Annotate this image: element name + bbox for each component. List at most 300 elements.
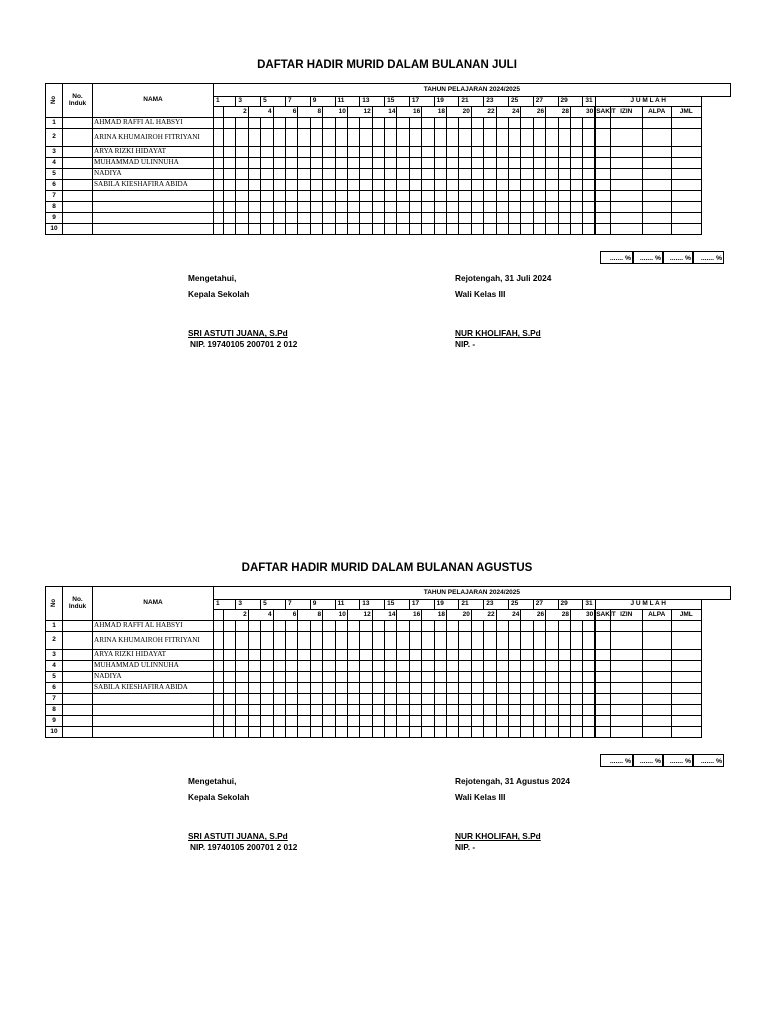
- alpa-cell[interactable]: [642, 158, 671, 169]
- attendance-cell[interactable]: [508, 705, 520, 716]
- attendance-cell[interactable]: [385, 727, 397, 738]
- attendance-cell[interactable]: [459, 705, 471, 716]
- attendance-cell[interactable]: [323, 650, 335, 661]
- attendance-cell[interactable]: [335, 705, 347, 716]
- attendance-cell[interactable]: [422, 650, 434, 661]
- attendance-cell[interactable]: [546, 213, 558, 224]
- attendance-cell[interactable]: [459, 191, 471, 202]
- attendance-cell[interactable]: [298, 118, 310, 129]
- attendance-cell[interactable]: [583, 705, 595, 716]
- attendance-cell[interactable]: [447, 169, 459, 180]
- attendance-cell[interactable]: [248, 694, 260, 705]
- attendance-cell[interactable]: [273, 621, 285, 632]
- attendance-cell[interactable]: [521, 727, 533, 738]
- attendance-cell[interactable]: [496, 705, 508, 716]
- attendance-cell[interactable]: [570, 129, 582, 147]
- attendance-cell[interactable]: [583, 694, 595, 705]
- alpa-cell[interactable]: [642, 202, 671, 213]
- attendance-cell[interactable]: [248, 191, 260, 202]
- attendance-cell[interactable]: [471, 716, 483, 727]
- attendance-cell[interactable]: [434, 213, 446, 224]
- attendance-cell[interactable]: [546, 621, 558, 632]
- attendance-cell[interactable]: [310, 650, 322, 661]
- attendance-cell[interactable]: [360, 650, 372, 661]
- attendance-cell[interactable]: [496, 621, 508, 632]
- attendance-cell[interactable]: [508, 727, 520, 738]
- attendance-cell[interactable]: [298, 683, 310, 694]
- attendance-cell[interactable]: [397, 180, 409, 191]
- attendance-cell[interactable]: [224, 129, 236, 147]
- attendance-cell[interactable]: [285, 650, 297, 661]
- attendance-cell[interactable]: [236, 191, 248, 202]
- attendance-cell[interactable]: [558, 224, 570, 235]
- attendance-cell[interactable]: [558, 202, 570, 213]
- attendance-cell[interactable]: [360, 180, 372, 191]
- attendance-cell[interactable]: [533, 224, 545, 235]
- attendance-cell[interactable]: [397, 169, 409, 180]
- attendance-cell[interactable]: [496, 191, 508, 202]
- attendance-cell[interactable]: [570, 716, 582, 727]
- attendance-cell[interactable]: [409, 632, 421, 650]
- attendance-cell[interactable]: [214, 672, 224, 683]
- attendance-cell[interactable]: [484, 129, 496, 147]
- attendance-cell[interactable]: [570, 213, 582, 224]
- attendance-cell[interactable]: [273, 705, 285, 716]
- attendance-cell[interactable]: [360, 118, 372, 129]
- jml-cell[interactable]: [671, 224, 701, 235]
- attendance-cell[interactable]: [484, 621, 496, 632]
- attendance-cell[interactable]: [409, 118, 421, 129]
- attendance-cell[interactable]: [546, 169, 558, 180]
- attendance-cell[interactable]: [459, 632, 471, 650]
- attendance-cell[interactable]: [583, 129, 595, 147]
- attendance-cell[interactable]: [248, 650, 260, 661]
- attendance-cell[interactable]: [508, 129, 520, 147]
- attendance-cell[interactable]: [521, 716, 533, 727]
- alpa-cell[interactable]: [642, 147, 671, 158]
- jml-cell[interactable]: [671, 202, 701, 213]
- izin-cell[interactable]: [610, 683, 642, 694]
- attendance-cell[interactable]: [484, 191, 496, 202]
- attendance-cell[interactable]: [422, 621, 434, 632]
- attendance-cell[interactable]: [409, 650, 421, 661]
- attendance-cell[interactable]: [298, 727, 310, 738]
- attendance-cell[interactable]: [521, 672, 533, 683]
- alpa-cell[interactable]: [642, 650, 671, 661]
- attendance-cell[interactable]: [224, 661, 236, 672]
- attendance-cell[interactable]: [298, 632, 310, 650]
- attendance-cell[interactable]: [214, 180, 224, 191]
- attendance-cell[interactable]: [471, 129, 483, 147]
- attendance-cell[interactable]: [261, 661, 273, 672]
- attendance-cell[interactable]: [583, 716, 595, 727]
- attendance-cell[interactable]: [558, 147, 570, 158]
- attendance-cell[interactable]: [261, 213, 273, 224]
- attendance-cell[interactable]: [570, 683, 582, 694]
- attendance-cell[interactable]: [434, 169, 446, 180]
- attendance-cell[interactable]: [335, 180, 347, 191]
- attendance-cell[interactable]: [422, 224, 434, 235]
- attendance-cell[interactable]: [385, 129, 397, 147]
- izin-cell[interactable]: [610, 650, 642, 661]
- attendance-cell[interactable]: [360, 727, 372, 738]
- jml-cell[interactable]: [671, 129, 701, 147]
- attendance-cell[interactable]: [261, 716, 273, 727]
- attendance-cell[interactable]: [546, 727, 558, 738]
- attendance-cell[interactable]: [372, 694, 384, 705]
- attendance-cell[interactable]: [323, 202, 335, 213]
- attendance-cell[interactable]: [533, 705, 545, 716]
- attendance-cell[interactable]: [434, 694, 446, 705]
- attendance-cell[interactable]: [409, 224, 421, 235]
- attendance-cell[interactable]: [496, 118, 508, 129]
- attendance-cell[interactable]: [224, 191, 236, 202]
- alpa-cell[interactable]: [642, 224, 671, 235]
- attendance-cell[interactable]: [533, 727, 545, 738]
- attendance-cell[interactable]: [323, 632, 335, 650]
- attendance-cell[interactable]: [385, 202, 397, 213]
- sakit-cell[interactable]: [595, 158, 610, 169]
- attendance-cell[interactable]: [471, 224, 483, 235]
- attendance-cell[interactable]: [583, 650, 595, 661]
- attendance-cell[interactable]: [261, 118, 273, 129]
- attendance-cell[interactable]: [360, 224, 372, 235]
- attendance-cell[interactable]: [248, 158, 260, 169]
- attendance-cell[interactable]: [570, 694, 582, 705]
- attendance-cell[interactable]: [310, 191, 322, 202]
- attendance-cell[interactable]: [261, 158, 273, 169]
- sakit-cell[interactable]: [595, 661, 610, 672]
- attendance-cell[interactable]: [484, 202, 496, 213]
- attendance-cell[interactable]: [484, 683, 496, 694]
- attendance-cell[interactable]: [471, 683, 483, 694]
- sakit-cell[interactable]: [595, 180, 610, 191]
- attendance-cell[interactable]: [360, 158, 372, 169]
- sakit-cell[interactable]: [595, 129, 610, 147]
- attendance-cell[interactable]: [447, 705, 459, 716]
- sakit-cell[interactable]: [595, 716, 610, 727]
- attendance-cell[interactable]: [285, 705, 297, 716]
- jml-cell[interactable]: [671, 169, 701, 180]
- izin-cell[interactable]: [610, 672, 642, 683]
- attendance-cell[interactable]: [459, 118, 471, 129]
- attendance-cell[interactable]: [558, 118, 570, 129]
- izin-cell[interactable]: [610, 727, 642, 738]
- attendance-cell[interactable]: [558, 169, 570, 180]
- attendance-cell[interactable]: [372, 129, 384, 147]
- attendance-cell[interactable]: [397, 632, 409, 650]
- attendance-cell[interactable]: [224, 158, 236, 169]
- attendance-cell[interactable]: [533, 147, 545, 158]
- attendance-cell[interactable]: [508, 158, 520, 169]
- attendance-cell[interactable]: [409, 202, 421, 213]
- attendance-cell[interactable]: [261, 169, 273, 180]
- attendance-cell[interactable]: [335, 158, 347, 169]
- attendance-cell[interactable]: [323, 661, 335, 672]
- attendance-cell[interactable]: [385, 191, 397, 202]
- attendance-cell[interactable]: [397, 727, 409, 738]
- attendance-cell[interactable]: [484, 705, 496, 716]
- attendance-cell[interactable]: [298, 180, 310, 191]
- attendance-cell[interactable]: [484, 147, 496, 158]
- attendance-cell[interactable]: [310, 694, 322, 705]
- sakit-cell[interactable]: [595, 632, 610, 650]
- attendance-cell[interactable]: [298, 650, 310, 661]
- attendance-cell[interactable]: [422, 213, 434, 224]
- attendance-cell[interactable]: [546, 683, 558, 694]
- attendance-cell[interactable]: [521, 169, 533, 180]
- attendance-cell[interactable]: [496, 169, 508, 180]
- attendance-cell[interactable]: [397, 621, 409, 632]
- attendance-cell[interactable]: [285, 147, 297, 158]
- sakit-cell[interactable]: [595, 169, 610, 180]
- izin-cell[interactable]: [610, 158, 642, 169]
- attendance-cell[interactable]: [434, 129, 446, 147]
- attendance-cell[interactable]: [323, 672, 335, 683]
- attendance-cell[interactable]: [372, 672, 384, 683]
- attendance-cell[interactable]: [533, 661, 545, 672]
- attendance-cell[interactable]: [236, 716, 248, 727]
- attendance-cell[interactable]: [397, 202, 409, 213]
- attendance-cell[interactable]: [496, 661, 508, 672]
- attendance-cell[interactable]: [471, 621, 483, 632]
- attendance-cell[interactable]: [347, 169, 359, 180]
- attendance-cell[interactable]: [273, 213, 285, 224]
- attendance-cell[interactable]: [583, 158, 595, 169]
- attendance-cell[interactable]: [496, 202, 508, 213]
- attendance-cell[interactable]: [335, 224, 347, 235]
- attendance-cell[interactable]: [310, 158, 322, 169]
- attendance-cell[interactable]: [385, 213, 397, 224]
- attendance-cell[interactable]: [261, 191, 273, 202]
- attendance-cell[interactable]: [546, 650, 558, 661]
- attendance-cell[interactable]: [496, 147, 508, 158]
- sakit-cell[interactable]: [595, 213, 610, 224]
- attendance-cell[interactable]: [409, 180, 421, 191]
- attendance-cell[interactable]: [484, 661, 496, 672]
- attendance-cell[interactable]: [447, 650, 459, 661]
- sakit-cell[interactable]: [595, 147, 610, 158]
- attendance-cell[interactable]: [323, 180, 335, 191]
- attendance-cell[interactable]: [385, 180, 397, 191]
- attendance-cell[interactable]: [273, 158, 285, 169]
- attendance-cell[interactable]: [397, 158, 409, 169]
- attendance-cell[interactable]: [285, 621, 297, 632]
- izin-cell[interactable]: [610, 213, 642, 224]
- attendance-cell[interactable]: [484, 224, 496, 235]
- attendance-cell[interactable]: [583, 118, 595, 129]
- attendance-cell[interactable]: [310, 180, 322, 191]
- attendance-cell[interactable]: [533, 694, 545, 705]
- attendance-cell[interactable]: [521, 129, 533, 147]
- attendance-cell[interactable]: [459, 683, 471, 694]
- attendance-cell[interactable]: [261, 129, 273, 147]
- attendance-cell[interactable]: [310, 129, 322, 147]
- alpa-cell[interactable]: [642, 129, 671, 147]
- alpa-cell[interactable]: [642, 213, 671, 224]
- alpa-cell[interactable]: [642, 191, 671, 202]
- attendance-cell[interactable]: [372, 621, 384, 632]
- attendance-cell[interactable]: [508, 672, 520, 683]
- attendance-cell[interactable]: [397, 147, 409, 158]
- attendance-cell[interactable]: [335, 191, 347, 202]
- attendance-cell[interactable]: [385, 716, 397, 727]
- attendance-cell[interactable]: [546, 661, 558, 672]
- attendance-cell[interactable]: [583, 632, 595, 650]
- attendance-cell[interactable]: [496, 129, 508, 147]
- attendance-cell[interactable]: [546, 705, 558, 716]
- attendance-cell[interactable]: [347, 661, 359, 672]
- attendance-cell[interactable]: [546, 158, 558, 169]
- attendance-cell[interactable]: [508, 650, 520, 661]
- attendance-cell[interactable]: [347, 727, 359, 738]
- attendance-cell[interactable]: [298, 694, 310, 705]
- attendance-cell[interactable]: [434, 683, 446, 694]
- attendance-cell[interactable]: [434, 632, 446, 650]
- attendance-cell[interactable]: [583, 621, 595, 632]
- jml-cell[interactable]: [671, 705, 701, 716]
- alpa-cell[interactable]: [642, 716, 671, 727]
- attendance-cell[interactable]: [471, 694, 483, 705]
- attendance-cell[interactable]: [347, 191, 359, 202]
- alpa-cell[interactable]: [642, 727, 671, 738]
- attendance-cell[interactable]: [335, 672, 347, 683]
- attendance-cell[interactable]: [521, 158, 533, 169]
- attendance-cell[interactable]: [310, 727, 322, 738]
- attendance-cell[interactable]: [583, 191, 595, 202]
- attendance-cell[interactable]: [583, 683, 595, 694]
- attendance-cell[interactable]: [434, 705, 446, 716]
- attendance-cell[interactable]: [422, 694, 434, 705]
- attendance-cell[interactable]: [583, 169, 595, 180]
- attendance-cell[interactable]: [583, 224, 595, 235]
- attendance-cell[interactable]: [310, 213, 322, 224]
- attendance-cell[interactable]: [459, 158, 471, 169]
- attendance-cell[interactable]: [459, 661, 471, 672]
- attendance-cell[interactable]: [521, 202, 533, 213]
- attendance-cell[interactable]: [261, 202, 273, 213]
- attendance-cell[interactable]: [335, 694, 347, 705]
- attendance-cell[interactable]: [310, 224, 322, 235]
- attendance-cell[interactable]: [248, 672, 260, 683]
- attendance-cell[interactable]: [236, 705, 248, 716]
- attendance-cell[interactable]: [214, 224, 224, 235]
- attendance-cell[interactable]: [323, 727, 335, 738]
- attendance-cell[interactable]: [273, 180, 285, 191]
- attendance-cell[interactable]: [583, 147, 595, 158]
- attendance-cell[interactable]: [447, 147, 459, 158]
- jml-cell[interactable]: [671, 158, 701, 169]
- attendance-cell[interactable]: [298, 705, 310, 716]
- attendance-cell[interactable]: [434, 180, 446, 191]
- attendance-cell[interactable]: [285, 672, 297, 683]
- attendance-cell[interactable]: [310, 683, 322, 694]
- attendance-cell[interactable]: [385, 632, 397, 650]
- attendance-cell[interactable]: [484, 694, 496, 705]
- attendance-cell[interactable]: [236, 213, 248, 224]
- attendance-cell[interactable]: [459, 202, 471, 213]
- attendance-cell[interactable]: [285, 727, 297, 738]
- jml-cell[interactable]: [671, 118, 701, 129]
- attendance-cell[interactable]: [248, 716, 260, 727]
- attendance-cell[interactable]: [347, 650, 359, 661]
- attendance-cell[interactable]: [298, 716, 310, 727]
- attendance-cell[interactable]: [508, 118, 520, 129]
- attendance-cell[interactable]: [360, 672, 372, 683]
- attendance-cell[interactable]: [533, 202, 545, 213]
- attendance-cell[interactable]: [409, 672, 421, 683]
- attendance-cell[interactable]: [447, 191, 459, 202]
- attendance-cell[interactable]: [546, 694, 558, 705]
- alpa-cell[interactable]: [642, 683, 671, 694]
- attendance-cell[interactable]: [459, 727, 471, 738]
- attendance-cell[interactable]: [583, 180, 595, 191]
- alpa-cell[interactable]: [642, 672, 671, 683]
- attendance-cell[interactable]: [533, 129, 545, 147]
- attendance-cell[interactable]: [298, 672, 310, 683]
- attendance-cell[interactable]: [372, 716, 384, 727]
- attendance-cell[interactable]: [214, 129, 224, 147]
- attendance-cell[interactable]: [484, 650, 496, 661]
- attendance-cell[interactable]: [273, 727, 285, 738]
- attendance-cell[interactable]: [224, 621, 236, 632]
- attendance-cell[interactable]: [409, 213, 421, 224]
- attendance-cell[interactable]: [508, 621, 520, 632]
- attendance-cell[interactable]: [385, 683, 397, 694]
- attendance-cell[interactable]: [484, 180, 496, 191]
- attendance-cell[interactable]: [214, 202, 224, 213]
- attendance-cell[interactable]: [372, 705, 384, 716]
- attendance-cell[interactable]: [285, 180, 297, 191]
- attendance-cell[interactable]: [248, 180, 260, 191]
- attendance-cell[interactable]: [508, 213, 520, 224]
- attendance-cell[interactable]: [372, 224, 384, 235]
- attendance-cell[interactable]: [372, 650, 384, 661]
- attendance-cell[interactable]: [422, 202, 434, 213]
- attendance-cell[interactable]: [285, 202, 297, 213]
- attendance-cell[interactable]: [508, 202, 520, 213]
- attendance-cell[interactable]: [558, 661, 570, 672]
- attendance-cell[interactable]: [214, 661, 224, 672]
- attendance-cell[interactable]: [397, 224, 409, 235]
- attendance-cell[interactable]: [397, 661, 409, 672]
- attendance-cell[interactable]: [459, 650, 471, 661]
- attendance-cell[interactable]: [347, 705, 359, 716]
- attendance-cell[interactable]: [298, 129, 310, 147]
- attendance-cell[interactable]: [496, 180, 508, 191]
- attendance-cell[interactable]: [310, 672, 322, 683]
- attendance-cell[interactable]: [360, 661, 372, 672]
- attendance-cell[interactable]: [546, 224, 558, 235]
- attendance-cell[interactable]: [447, 632, 459, 650]
- jml-cell[interactable]: [671, 650, 701, 661]
- attendance-cell[interactable]: [570, 169, 582, 180]
- attendance-cell[interactable]: [248, 129, 260, 147]
- attendance-cell[interactable]: [397, 716, 409, 727]
- attendance-cell[interactable]: [508, 632, 520, 650]
- attendance-cell[interactable]: [323, 716, 335, 727]
- alpa-cell[interactable]: [642, 705, 671, 716]
- attendance-cell[interactable]: [409, 158, 421, 169]
- attendance-cell[interactable]: [248, 224, 260, 235]
- attendance-cell[interactable]: [409, 621, 421, 632]
- izin-cell[interactable]: [610, 694, 642, 705]
- attendance-cell[interactable]: [471, 727, 483, 738]
- attendance-cell[interactable]: [372, 180, 384, 191]
- attendance-cell[interactable]: [397, 213, 409, 224]
- attendance-cell[interactable]: [214, 705, 224, 716]
- attendance-cell[interactable]: [397, 705, 409, 716]
